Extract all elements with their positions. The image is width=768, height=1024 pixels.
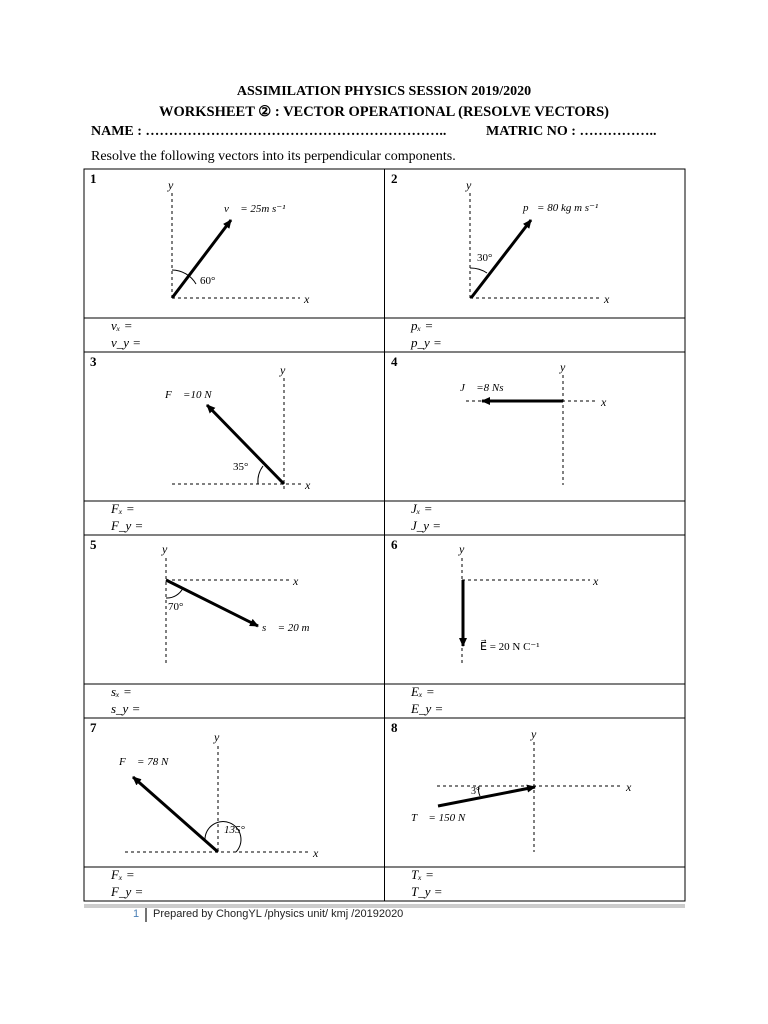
y-axis-label: y bbox=[466, 178, 472, 192]
component-label: vₓ = bbox=[111, 318, 133, 333]
y-axis-label: y bbox=[531, 727, 537, 741]
component-label: pₓ = bbox=[411, 318, 434, 333]
x-axis-label: x bbox=[626, 780, 632, 794]
problem-number: 1 bbox=[90, 171, 97, 186]
vector-arrow bbox=[133, 777, 218, 852]
y-axis-label: y bbox=[162, 542, 168, 556]
vector-diagram-6 bbox=[458, 542, 599, 665]
y-axis-label: y bbox=[459, 542, 465, 556]
component-label: s_y = bbox=[111, 701, 141, 716]
x-axis-label: x bbox=[293, 574, 299, 588]
angle-label: 30° bbox=[477, 252, 493, 264]
footer-credit: Prepared by ChongYL /physics unit/ kmj /20192020 bbox=[153, 908, 404, 920]
problem-number: 4 bbox=[391, 354, 398, 369]
component-label: p_y = bbox=[411, 335, 442, 350]
x-axis-label: x bbox=[601, 395, 607, 409]
vector-label: J⃗ =8 Ns bbox=[460, 382, 504, 394]
vector-diagram-8 bbox=[411, 727, 632, 852]
component-label: sₓ = bbox=[111, 684, 132, 699]
y-axis-label: y bbox=[168, 178, 174, 192]
angle-label: 70° bbox=[168, 601, 184, 613]
problem-number: 8 bbox=[391, 720, 398, 735]
vector-label: v⃗ = 25m s⁻¹ bbox=[224, 203, 286, 215]
problem-number: 3 bbox=[90, 354, 97, 369]
table-frame bbox=[84, 169, 685, 901]
component-label: Eₓ = bbox=[411, 684, 435, 699]
component-label: F_y = bbox=[111, 518, 144, 533]
y-axis-label: y bbox=[280, 363, 286, 377]
vector-diagram-3 bbox=[164, 363, 311, 492]
worksheet-title: ASSIMILATION PHYSICS SESSION 2019/2020 bbox=[236, 84, 532, 99]
x-axis-label: x bbox=[313, 846, 319, 860]
problem-number: 2 bbox=[391, 171, 398, 186]
angle-label: 3° bbox=[471, 786, 480, 797]
vector-label: s⃗ = 20 m bbox=[262, 622, 310, 634]
x-axis-label: x bbox=[304, 292, 310, 306]
problem-number: 7 bbox=[90, 720, 97, 735]
component-label: F_y = bbox=[111, 884, 144, 899]
vector-diagram-4 bbox=[460, 360, 607, 485]
angle-label: 135° bbox=[224, 824, 245, 836]
x-axis-label: x bbox=[593, 574, 599, 588]
vector-label: p⃗= 80 kg m s⁻¹ bbox=[523, 202, 599, 214]
component-label: J_y = bbox=[411, 518, 442, 533]
vector-label: F⃗ =10 N bbox=[165, 389, 212, 401]
component-label: Fₓ = bbox=[111, 501, 135, 516]
y-axis-label: y bbox=[214, 730, 220, 744]
component-label: Tₓ = bbox=[411, 867, 434, 882]
worksheet-subtitle: WORKSHEET ② : VECTOR OPERATIONAL (RESOLVE VECTORS) bbox=[159, 104, 609, 120]
x-axis-label: x bbox=[604, 292, 610, 306]
component-label: v_y = bbox=[111, 335, 142, 350]
vector-diagram-7 bbox=[118, 730, 319, 860]
problem-number: 5 bbox=[90, 537, 97, 552]
vector-diagram-2 bbox=[465, 178, 610, 306]
component-label: Fₓ = bbox=[111, 867, 135, 882]
instruction-text: Resolve the following vectors into its perpendicular components. bbox=[91, 149, 456, 164]
vector-label: F⃗ = 78 N bbox=[119, 756, 169, 768]
vector-arrow bbox=[438, 787, 535, 806]
matric-field-label: MATRIC NO : …………….. bbox=[486, 124, 657, 139]
component-label: Jₓ = bbox=[411, 501, 433, 516]
component-label: T_y = bbox=[411, 884, 443, 899]
problem-number: 6 bbox=[391, 537, 398, 552]
name-field-label: NAME : ……………………………………………………….. bbox=[91, 124, 447, 139]
page-number: 1 bbox=[133, 908, 140, 920]
angle-label: 35° bbox=[233, 461, 249, 473]
y-axis-label: y bbox=[560, 360, 566, 374]
x-axis-label: x bbox=[305, 478, 311, 492]
vector-diagram-5 bbox=[161, 542, 310, 665]
vector-label: E⃗ = 20 N C⁻¹ bbox=[480, 641, 540, 653]
vector-diagram-1 bbox=[167, 178, 310, 306]
vector-label: T⃗ = 150 N bbox=[411, 812, 466, 824]
angle-label: 60° bbox=[200, 275, 216, 287]
component-label: E_y = bbox=[411, 701, 444, 716]
